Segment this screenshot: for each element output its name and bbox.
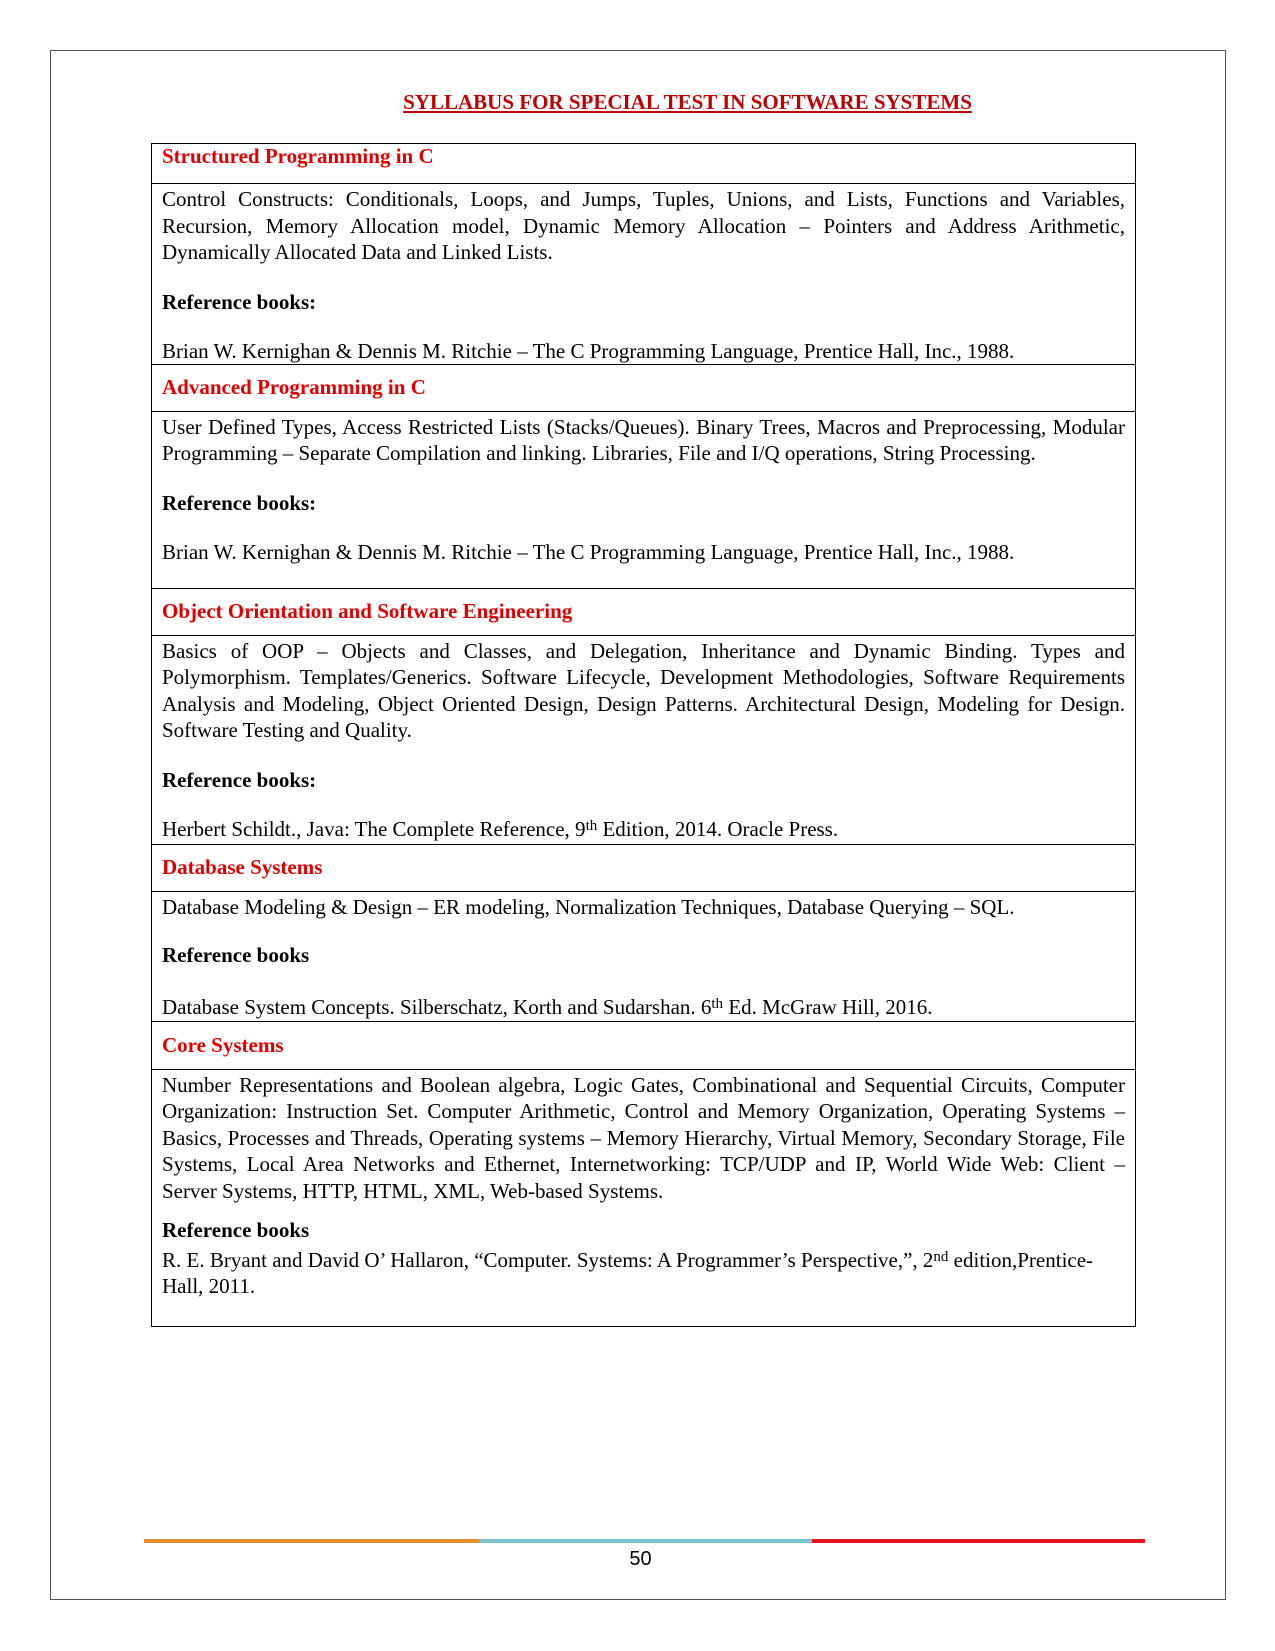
section-heading-cell bbox=[152, 144, 1136, 184]
section-heading: Core Systems bbox=[162, 1032, 284, 1057]
section-heading: Structured Programming in C bbox=[162, 144, 434, 168]
section-description: Number Representations and Boolean algebra, Logic Gates, Combinational and Sequential Circuits, Computer Organization: Instruction Set. Computer Arithmetic, Control and Memory Organization, Operating Systems – Basics, Processes and Threads, Operating systems – Memory Hierarchy, Virtual Memory, Secondary Storage, File Systems, Local Area Networks and Ethernet, Internetworking: TCP/UDP and IP, World Wide Web: Client – Server Systems, HTTP, HTML, XML, Web-based Systems. bbox=[162, 1072, 1125, 1203]
reference-label: Reference books: bbox=[162, 289, 317, 314]
reference-label: Reference books bbox=[162, 943, 310, 967]
footer-line-blue bbox=[479, 1539, 812, 1543]
reference-text: Herbert Schildt., Java: The Complete Reference, 9th Edition, 2014. Oracle Press. bbox=[162, 816, 839, 841]
reference-text: Database System Concepts. Silberschatz, Korth and Sudarshan. 6th Ed. McGraw Hill, 2016. bbox=[162, 995, 933, 1019]
section-heading-row bbox=[152, 1021, 1136, 1069]
section-body-row bbox=[152, 891, 1136, 1021]
section-heading: Advanced Programming in C bbox=[162, 374, 426, 399]
section-body-cell bbox=[152, 411, 1136, 588]
syllabus-table bbox=[151, 143, 1136, 1327]
section-heading-row bbox=[152, 144, 1136, 184]
section-body-cell bbox=[152, 635, 1136, 844]
section-body-row bbox=[152, 635, 1136, 844]
section-heading-cell bbox=[152, 588, 1136, 635]
footer-line-red bbox=[812, 1539, 1145, 1543]
section-description: Basics of OOP – Objects and Classes, and Delegation, Inheritance and Dynamic Binding. Types and Polymorphism. Templates/Generics. Software Lifecycle, Development Methodologies, Software Requirements Analysis and Modeling, Object Oriented Design, Design Patterns. Architectural Design, Modeling for Design. Software Testing and Quality. bbox=[162, 638, 1125, 742]
reference-label: Reference books bbox=[162, 1218, 310, 1242]
section-heading-cell bbox=[152, 364, 1136, 411]
section-description: Control Constructs: Conditionals, Loops, and Jumps, Tuples, Unions, and Lists, Functions and Variables, Recursion, Memory Allocation model, Dynamic Memory Allocation – Pointers and Address Arithmetic, Dynamically Allocated Data and Linked Lists. bbox=[162, 187, 1125, 264]
section-body-row bbox=[152, 1069, 1136, 1326]
section-body-row bbox=[152, 411, 1136, 588]
section-heading-row bbox=[152, 364, 1136, 411]
section-heading-row bbox=[152, 844, 1136, 891]
reference-text: Brian W. Kernighan & Dennis M. Ritchie – The C Programming Language, Prentice Hall, Inc., 1988. bbox=[162, 539, 1015, 564]
section-body-cell bbox=[152, 891, 1136, 1021]
page-number: 50 bbox=[629, 1548, 652, 1570]
reference-label: Reference books: bbox=[162, 767, 317, 792]
footer-line-orange bbox=[144, 1539, 479, 1543]
section-heading-row bbox=[152, 588, 1136, 635]
section-body-row bbox=[152, 184, 1136, 365]
section-heading-cell bbox=[152, 844, 1136, 891]
section-description: Database Modeling & Design – ER modeling, Normalization Techniques, Database Querying – SQL. bbox=[162, 894, 1015, 919]
section-description: User Defined Types, Access Restricted Lists (Stacks/Queues). Binary Trees, Macros and Preprocessing, Modular Programming – Separate Compilation and linking. Libraries, File and I/Q operations, String Processing. bbox=[162, 414, 1125, 465]
reference-label: Reference books: bbox=[162, 490, 317, 515]
section-heading: Object Orientation and Software Engineering bbox=[162, 598, 573, 623]
reference-text: R. E. Bryant and David O’ Hallaron, “Computer. Systems: A Programmer’s Perspective,”, 2nd edition,Prentice-Hall, 2011. bbox=[162, 1248, 1094, 1298]
section-heading-cell bbox=[152, 1021, 1136, 1069]
section-body-cell bbox=[152, 1069, 1136, 1326]
reference-text: Brian W. Kernighan & Dennis M. Ritchie – The C Programming Language, Prentice Hall, Inc., 1988. bbox=[162, 338, 1015, 363]
section-body-cell bbox=[152, 184, 1136, 365]
document-title: SYLLABUS FOR SPECIAL TEST IN SOFTWARE SYSTEMS bbox=[403, 90, 972, 114]
section-heading: Database Systems bbox=[162, 854, 323, 879]
